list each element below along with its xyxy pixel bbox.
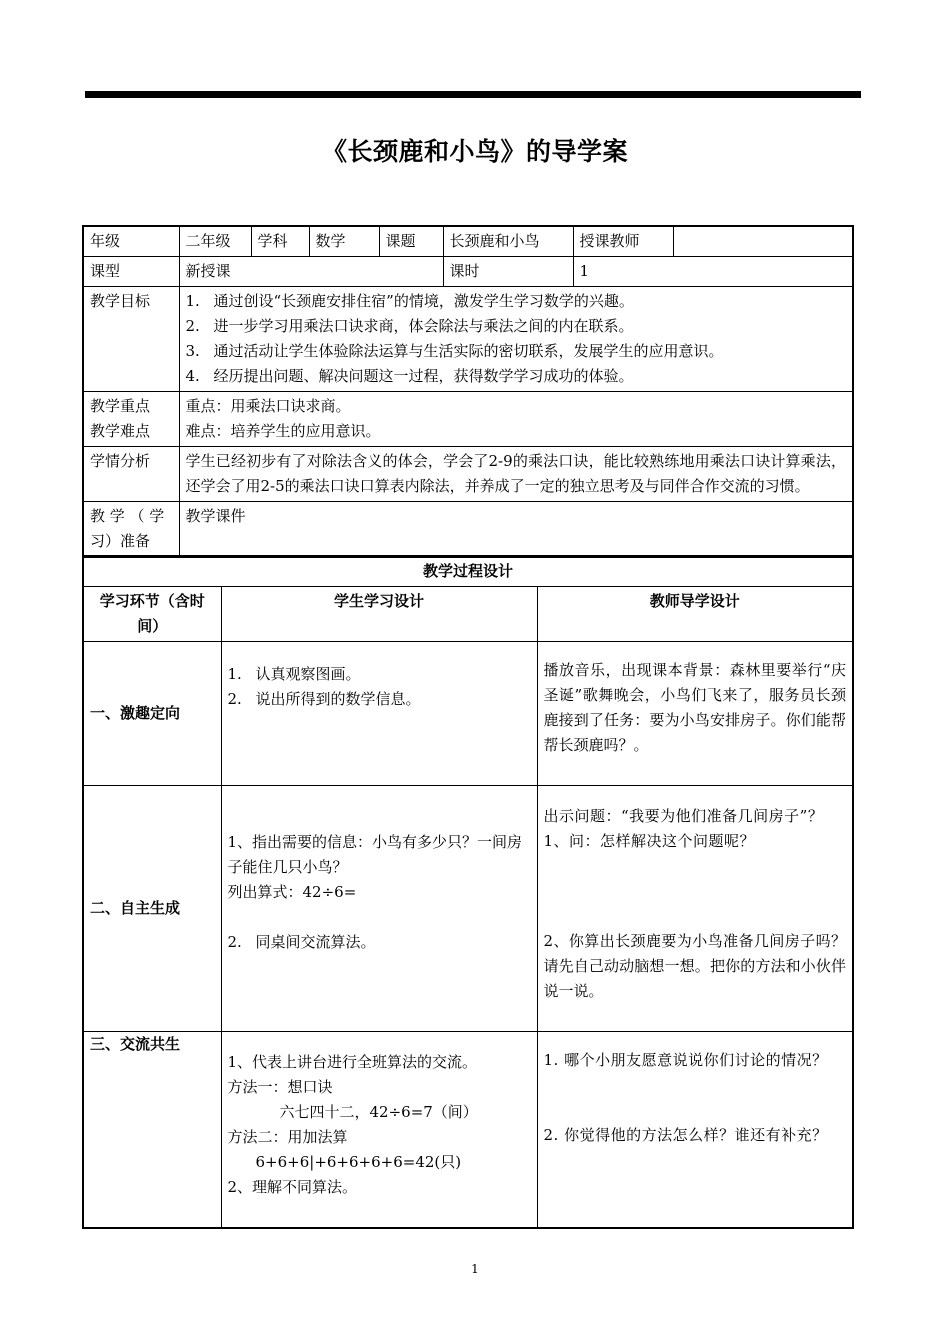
col-header-student: 学生学习设计	[221, 587, 537, 642]
goals-label: 教学目标	[83, 287, 179, 392]
topic-label: 课题	[379, 226, 443, 257]
stage-teacher: 出示问题：“我要为他们准备几间房子”？1、问：怎样解决这个问题呢？ 2、你算出长颈鹿要为小鸟准备几间房子吗？请先自己动动脑想一想。把你的方法和小伙伴说一说。	[537, 786, 853, 1032]
info-row-focus	[83, 392, 853, 447]
info-row-analysis	[83, 447, 853, 502]
process-title-row	[83, 556, 853, 587]
lesson-info-table	[82, 225, 854, 558]
difficulty-text: 难点：培养学生的应用意识。	[185, 422, 381, 440]
teacher-label: 授课教师	[573, 226, 673, 257]
hours-value: 1	[573, 257, 853, 287]
stage-name: 一、激趣定向	[83, 642, 221, 786]
type-label: 课型	[83, 257, 179, 287]
stage-row-3	[83, 1032, 853, 1228]
process-header-row	[83, 587, 853, 642]
teacher-value	[673, 226, 853, 257]
focus-labels	[83, 392, 179, 447]
stage-row-2	[83, 786, 853, 1032]
hours-label: 课时	[443, 257, 573, 287]
stage-name: 二、自主生成	[83, 786, 221, 1032]
analysis-text: 学生已经初步有了对除法含义的体会，学会了2-9的乘法口诀，能比较熟练地用乘法口诀计算乘法，还学会了用2-5的乘法口诀口算表内除法，并养成了一定的独立思考及与同伴合作交流的习惯。	[179, 447, 853, 502]
prep-text: 教学课件	[179, 502, 853, 558]
subject-label: 学科	[251, 226, 309, 257]
info-row-goals	[83, 287, 853, 392]
goal-item: 1. 通过创设“长颈鹿安排住宿”的情境，激发学生学习数学的兴趣。	[185, 292, 634, 310]
stage-student: 1、指出需要的信息：小鸟有多少只？一间房子能住几只小鸟？ 列出算式：42÷6= 2. 同桌间交流算法。	[221, 786, 537, 1032]
document-title: 《长颈鹿和小鸟》的导学案	[321, 137, 628, 166]
grade-value: 二年级	[179, 226, 251, 257]
stage-student	[221, 642, 537, 786]
header-rule	[85, 91, 861, 98]
goal-item: 2. 进一步学习用乘法口诀求商，体会除法与乘法之间的内在联系。	[185, 317, 634, 335]
student-step: 1. 认真观察图画。	[227, 665, 361, 683]
focus-label: 教学重点	[90, 397, 151, 415]
focus-cell	[179, 392, 853, 447]
subject-value: 数学	[309, 226, 379, 257]
focus-text: 重点：用乘法口诀求商。	[185, 397, 351, 415]
col-header-stage: 学习环节（含时间）	[83, 587, 221, 642]
stage-teacher: 1. 哪个小朋友愿意说说你们讨论的情况？ 2. 你觉得他的方法怎么样？谁还有补充？	[537, 1032, 853, 1228]
info-row-prep	[83, 502, 853, 558]
stage-name: 三、交流共生	[83, 1032, 221, 1228]
student-step: 2. 说出所得到的数学信息。	[227, 690, 421, 708]
grade-label: 年级	[83, 226, 179, 257]
goal-item: 3. 通过活动让学生体验除法运算与生活实际的密切联系，发展学生的应用意识。	[185, 342, 724, 360]
info-row-type	[83, 257, 853, 287]
difficulty-label: 教学难点	[90, 422, 151, 440]
stage-student: 1、代表上讲台进行全班算法的交流。 方法一：想口诀 六七四十二，42÷6=7（间） 方法二：用加法算 6+6+6|+6+6+6+6=42(只) 2、理解不同算法。	[221, 1032, 537, 1228]
topic-value: 长颈鹿和小鸟	[443, 226, 573, 257]
col-header-teacher: 教师导学设计	[537, 587, 853, 642]
goals-cell	[179, 287, 853, 392]
stage-teacher: 播放音乐，出现课本背景：森林里要举行“庆圣诞”歌舞晚会，小鸟们飞来了，服务员长颈鹿接到了任务：要为小鸟安排房子。你们能帮帮长颈鹿吗？。	[537, 642, 853, 786]
process-table	[82, 555, 854, 1229]
goals-list	[186, 289, 847, 389]
page-number: 1	[471, 1262, 479, 1276]
prep-label: 教 学 （ 学 习）准备	[83, 502, 179, 558]
type-value: 新授课	[179, 257, 443, 287]
stage-row-1	[83, 642, 853, 786]
info-row-grade	[83, 226, 853, 257]
goal-item: 4. 经历提出问题、解决问题这一过程，获得数学学习成功的体验。	[185, 367, 634, 385]
analysis-label: 学情分析	[83, 447, 179, 502]
process-title: 教学过程设计	[83, 556, 853, 587]
student-step: 2. 同桌间交流算法。	[227, 933, 376, 951]
